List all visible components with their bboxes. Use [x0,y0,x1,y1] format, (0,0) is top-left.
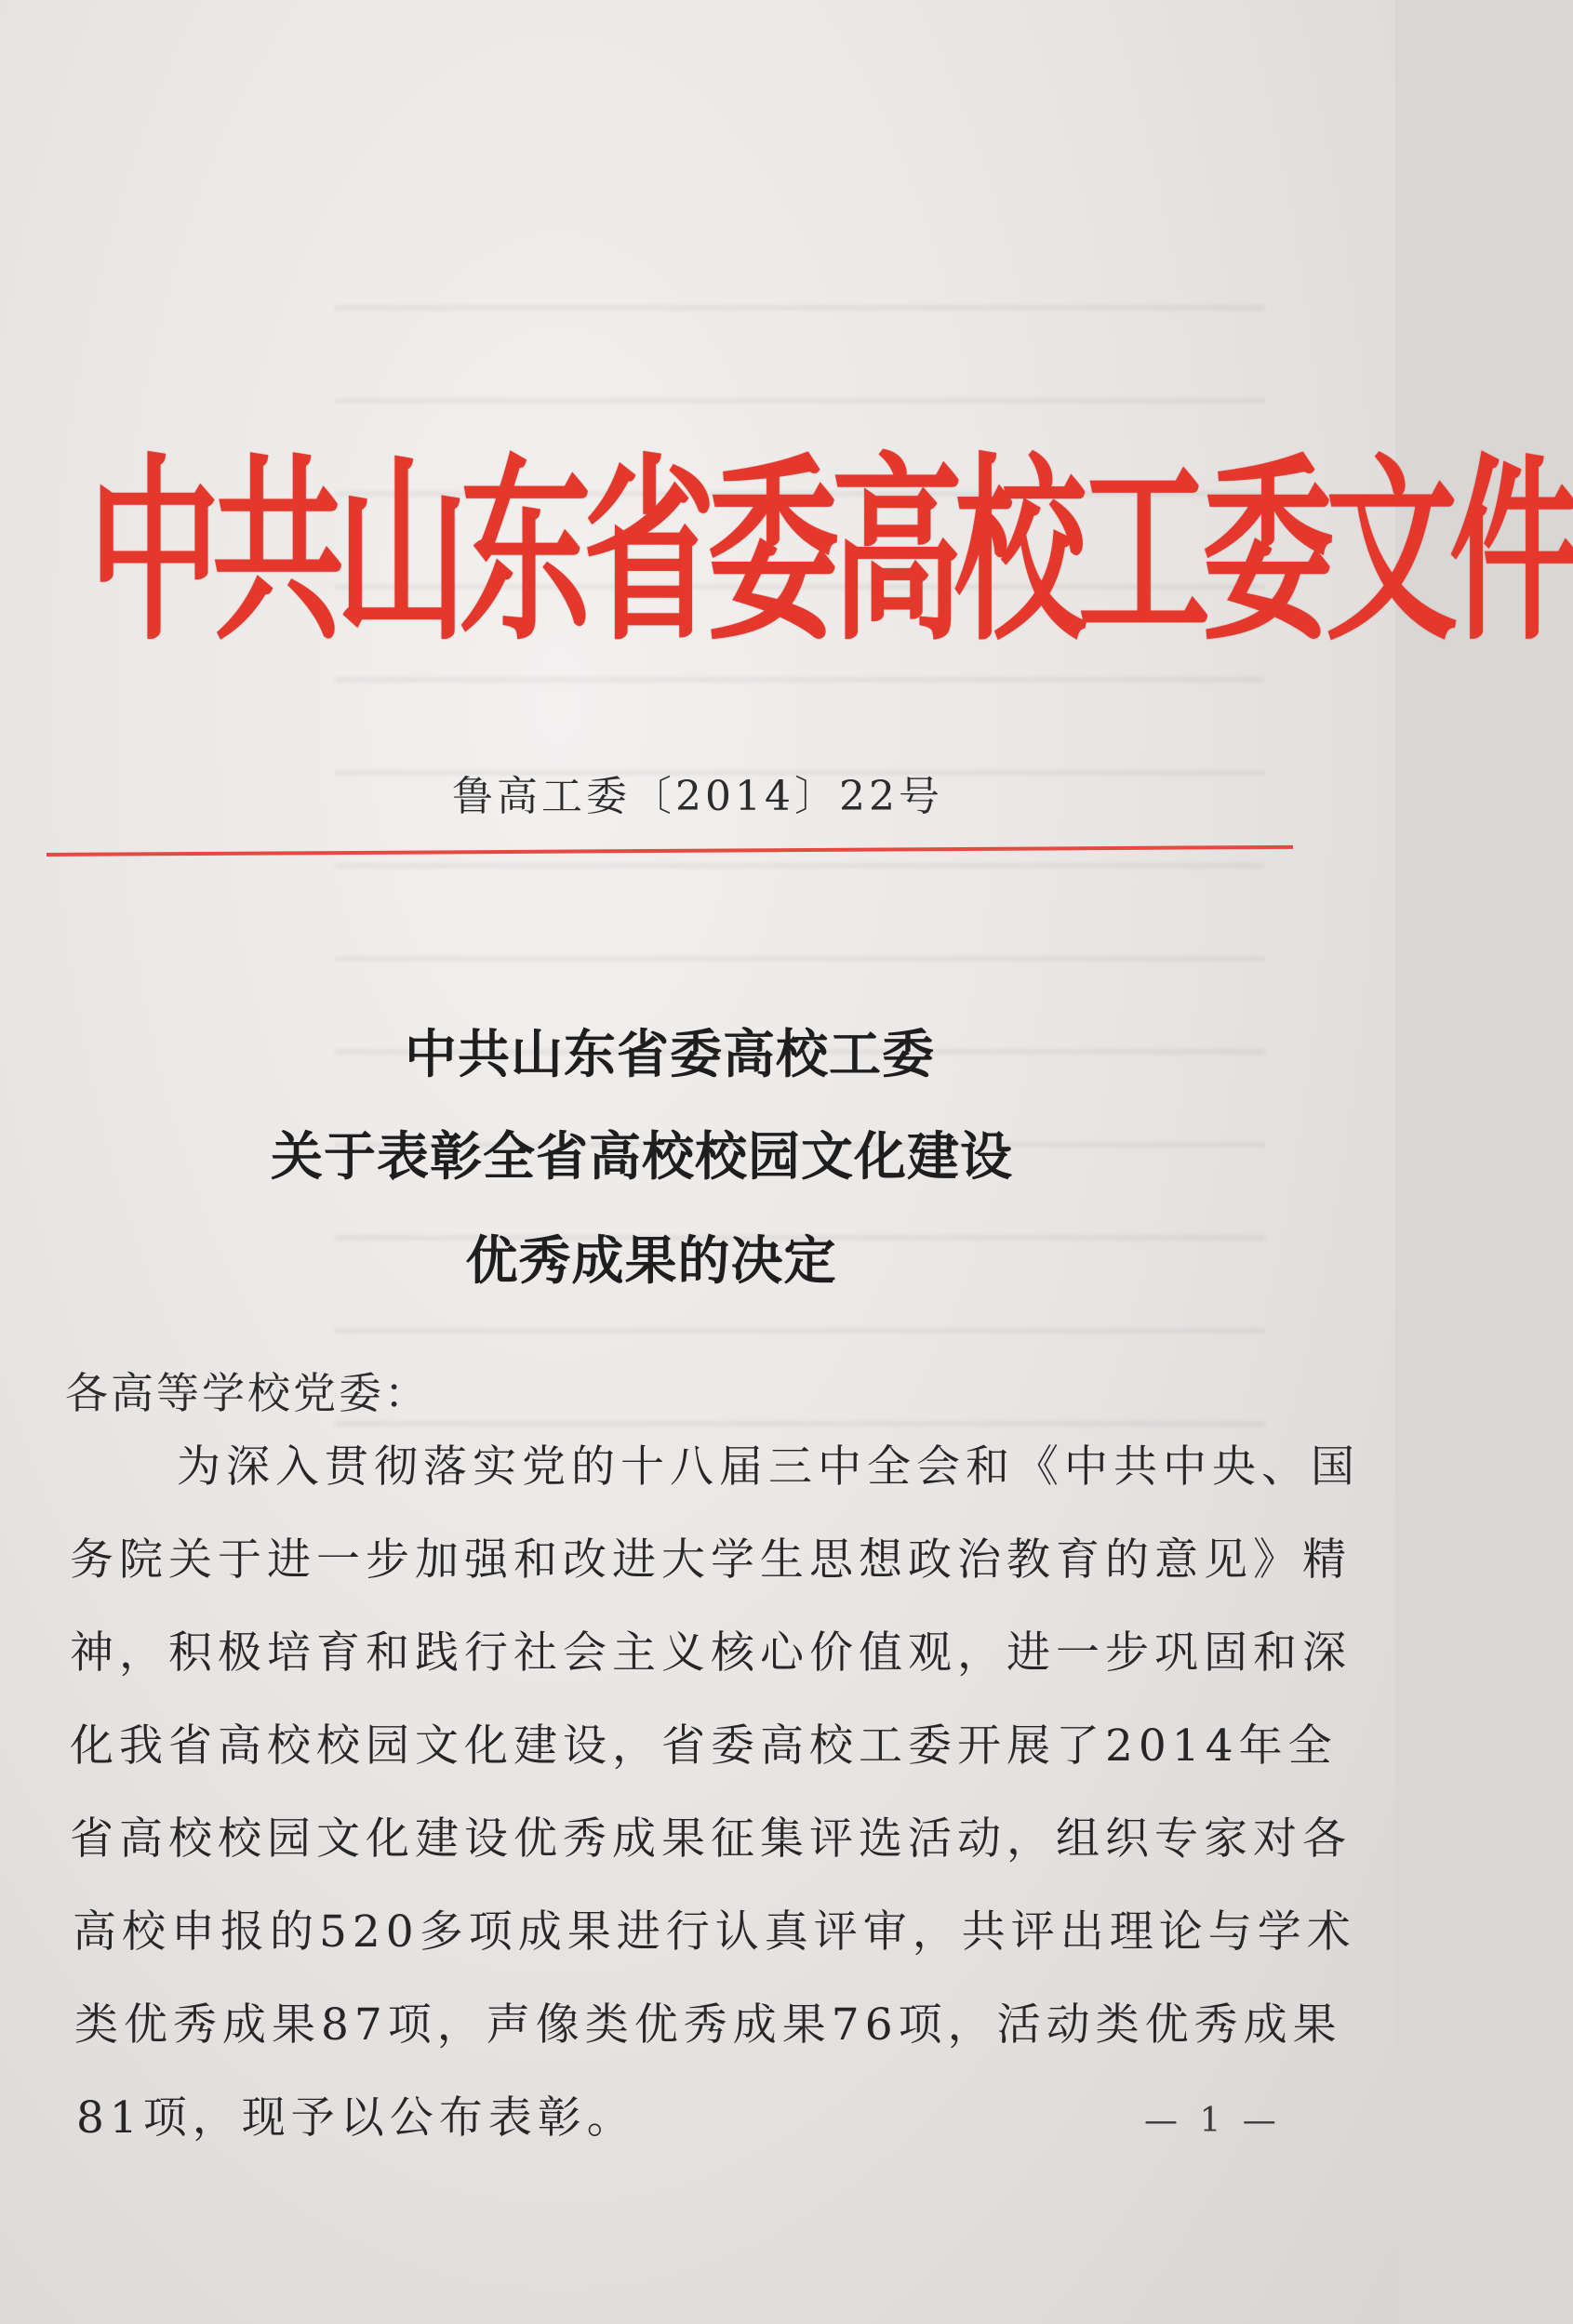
body-line: 化我省高校校园文化建设，省委高校工委开展了2014年全 [70,1720,1338,1772]
body-line: 神，积极培育和践行社会主义核心价值观，进一步巩固和深 [70,1627,1352,1679]
body-line: 为深入贯彻落实党的十八届三中全会和《中共中央、国 [177,1441,1360,1493]
body-line: 类优秀成果87项，声像类优秀成果76项，活动类优秀成果 [74,1999,1342,2051]
issuer-title: 中共山东省委高校工委文件 [88,437,1573,668]
document-number: 鲁高工委〔2014〕22号 [452,773,943,820]
page-number: — 1 — [1144,2102,1282,2140]
headline-line-1: 中共山东省委高校工委 [405,1025,935,1085]
body-line: 务院关于进一步加强和改进大学生思想政治教育的意见》精 [70,1534,1352,1586]
body-line: 81项，现予以公布表彰。 [76,2092,636,2144]
body-line: 高校申报的520多项成果进行认真评审，共评出理论与学术 [73,1906,1356,1958]
red-divider-line [47,845,1293,857]
salutation: 各高等学校党委： [65,1368,430,1418]
headline-line-2: 关于表彰全省高校校园文化建设 [271,1127,1013,1188]
headline-line-3: 优秀成果的决定 [465,1231,837,1292]
body-line: 省高校校园文化建设优秀成果征集评选活动，组织专家对各 [70,1813,1352,1865]
